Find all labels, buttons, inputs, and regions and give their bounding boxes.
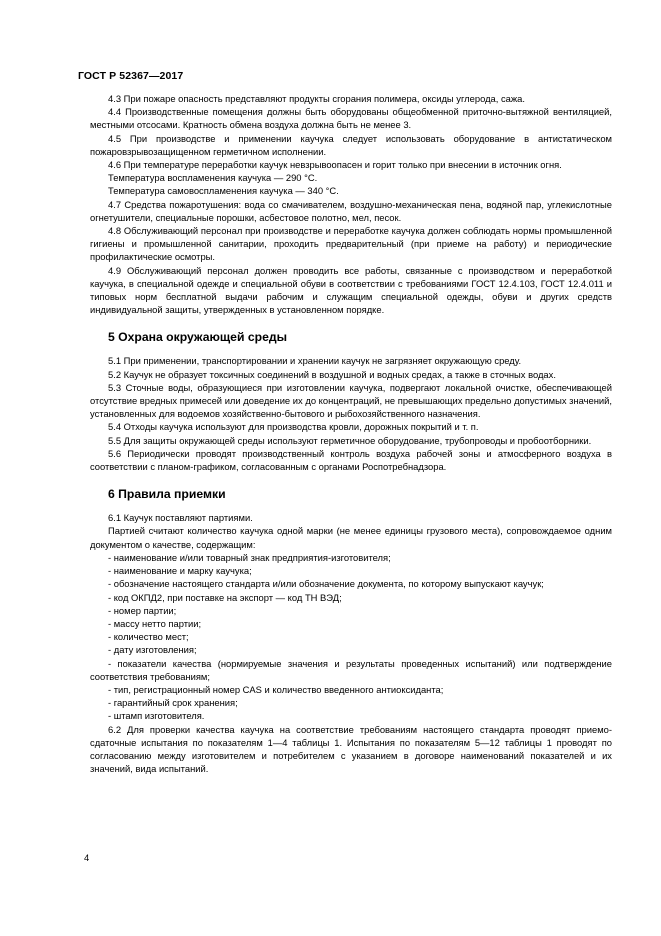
- list-item: - номер партии;: [108, 604, 177, 616]
- list-item: - штамп изготовителя.: [108, 710, 205, 722]
- paragraph-6-2: 6.2 Для проверки качества каучука на соответствие требованиям настоящего стандарта проводят приемо-сдаточные испытания по показателям 1—4 таблицы 1. Испытания по показателям 5—12 таблицы 1 проводят по согласованию между изготовителем и потребителем с указанием в договоре наименований показателей и их значений, вида испытаний.: [90, 723, 612, 775]
- list-item: - код ОКПД2, при поставке на экспорт — код ТН ВЭД;: [108, 591, 342, 603]
- paragraph-5-3: 5.3 Сточные воды, образующиеся при изготовлении каучука, подвергают локальной очистке, обеспечивающей отсутствие вредных примесей или доведение их до концентраций, не превышающих предельно допустимых значений, установленных для водоемов хозяйственно-бытового и рыбохозяйственного назначения.: [90, 381, 612, 420]
- paragraph-4-8: 4.8 Обслуживающий персонал при производстве и переработке каучука должен соблюдать нормы промышленной гигиены и промышленной санитарии, проходить предварительный (при приеме на работу) и периодические профилактические осмотры.: [90, 225, 612, 263]
- page-number: 4: [84, 852, 90, 863]
- paragraph-5-2: 5.2 Каучук не образует токсичных соединений в воздушной и водных средах, а также в сточных водах.: [108, 368, 556, 380]
- paragraph-ignition-temperature: Температура воспламенения каучука — 290 °С.: [108, 172, 318, 184]
- list-item: - обозначение настоящего стандарта и/или обозначение документа, по которому выпускают каучук;: [108, 578, 544, 590]
- paragraph-5-5: 5.5 Для защиты окружающей среды используют герметичное оборудование, трубопроводы и пробоотборники.: [108, 434, 592, 446]
- document-header: ГОСТ Р 52367—2017: [78, 70, 184, 82]
- paragraph-4-3: 4.3 При пожаре опасность представляют продукты сгорания полимера, оксиды углерода, сажа.: [108, 93, 525, 104]
- list-item: - наименование и марку каучука;: [108, 565, 252, 577]
- paragraph-5-1: 5.1 При применении, транспортировании и хранении каучук не загрязняет окружающую среду.: [108, 355, 522, 367]
- paragraph-4-6: 4.6 При температуре переработки каучук невзрывоопасен и горит только при внесении в источник огня.: [108, 159, 562, 171]
- list-item: - показатели качества (нормируемые значения и результаты проведенных испытаний) или подтверждение соответствия требованиям;: [90, 657, 612, 682]
- paragraph-6-1: 6.1 Каучук поставляют партиями.: [108, 512, 253, 524]
- paragraph-5-4: 5.4 Отходы каучука используют для производства кровли, дорожных покрытий и т. п.: [108, 421, 479, 433]
- paragraph-4-5: 4.5 При производстве и применении каучука следует использовать оборудование в антистатическом пожаровзрывозащищенном герметичном исполнении.: [90, 132, 612, 157]
- paragraph-4-7: 4.7 Средства пожаротушения: вода со смачивателем, воздушно-механическая пена, водяной пар, углекислотные огнетушители, специальные порошки, асбестовое полотно, мел, песок.: [90, 198, 612, 223]
- list-item: - гарантийный срок хранения;: [108, 697, 238, 709]
- section-6-heading: 6 Правила приемки: [108, 487, 226, 502]
- paragraph-4-4: 4.4 Производственные помещения должны быть оборудованы общеобменной приточно-вытяжной вентиляцией, местными отсосами. Кратность обмена воздуха должна быть не менее 3.: [90, 106, 612, 131]
- section-5-heading: 5 Охрана окружающей среды: [108, 330, 287, 345]
- list-item: - количество мест;: [108, 631, 189, 643]
- list-item: - дату изготовления;: [108, 644, 197, 656]
- paragraph-autoignition-temperature: Температура самовоспламенения каучука — 340 °С.: [108, 185, 339, 197]
- list-item: - массу нетто партии;: [108, 617, 202, 629]
- document-body: [90, 92, 612, 775]
- list-item: - тип, регистрационный номер CAS и количество введенного антиоксиданта;: [108, 683, 444, 695]
- paragraph-4-9: 4.9 Обслуживающий персонал должен проводить все работы, связанные с производством и переработкой каучука, в специальной одежде и специальной обуви в соответствии с требованиями ГОСТ 12.4.103, ГОСТ 12.4.011 и типовых норм бесплатной выдачи рабочим и служащим специальной одежды, обуви и других средств индивидуальной защиты, утвержденных в установленном порядке.: [90, 264, 612, 316]
- paragraph-batch-definition: Партией считают количество каучука одной марки (не менее единицы грузового места), сопровождаемое одним документом о качестве, содержащим:: [90, 525, 612, 550]
- list-item: - наименование и/или товарный знак предприятия-изготовителя;: [108, 551, 391, 563]
- paragraph-5-6: 5.6 Периодически проводят производственный контроль воздуха рабочей зоны и атмосферного воздуха в соответствии с планом-графиком, согласованным с органами Роспотребнадзора.: [90, 447, 612, 473]
